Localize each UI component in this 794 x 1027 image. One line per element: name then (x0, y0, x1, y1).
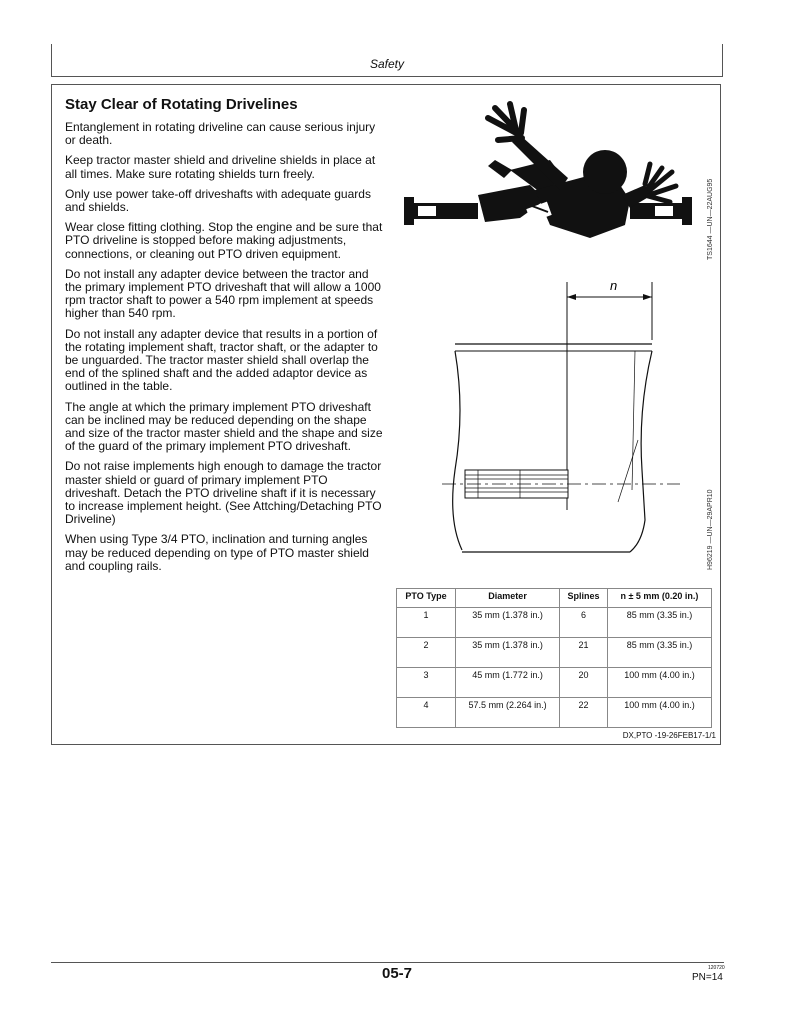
paragraph: The angle at which the primary implement PTO driveshaft can be inclined may be reduced depending on the shape and size of the tractor master shield and the shape and size of the guard of the primary implement PTO driveshaft. (65, 399, 383, 454)
document-reference: DX,PTO -19-26FEB17-1/1 (622, 731, 716, 740)
table-cell: 57.5 mm (2.264 in.) (456, 698, 560, 728)
pto-spec-table (396, 588, 712, 728)
table-row (397, 638, 712, 668)
table-cell: 3 (397, 668, 456, 698)
table-row (397, 668, 712, 698)
paragraph: Entanglement in rotating driveline can cause serious injury or death. (65, 120, 376, 148)
table-cell: 1 (397, 608, 456, 638)
article-body (65, 121, 383, 580)
paragraph: Keep tractor master shield and driveline shields in place at all times. Make sure rotating shields turn freely. (65, 153, 376, 181)
table-row (397, 698, 712, 728)
paragraph: Do not install any adapter device that results in a portion of the rotating implement shaft, tractor shaft, or the adapter to be unguarded. The tractor master shield shall overlap the end of the splined shaft and the added adaptor device as outlined in the table. (65, 326, 378, 394)
table-cell: 85 mm (3.35 in.) (607, 608, 711, 638)
entanglement-illustration (400, 100, 700, 260)
table-cell: 35 mm (1.378 in.) (456, 608, 560, 638)
table-cell: 2 (397, 638, 456, 668)
table-cell: 22 (560, 698, 608, 728)
part-number: PN=14 (692, 972, 723, 983)
footer-code: 120720 (708, 965, 725, 971)
column-header: Diameter (456, 589, 560, 608)
table-cell: 6 (560, 608, 608, 638)
table-cell: 85 mm (3.35 in.) (607, 638, 711, 668)
paragraph: Do not install any adapter device between the tractor and the primary implement PTO driveshaft that will allow a 1000 rpm tractor shaft to power a 540 rpm implement at speeds higher than 540 rpm. (65, 266, 381, 321)
section-title: Safety (369, 57, 405, 71)
footer-divider (51, 962, 724, 963)
paragraph: When using Type 3/4 PTO, inclination and turning angles may be reduced depending on type of PTO master shield and coupling rails. (65, 532, 369, 573)
table-cell: 20 (560, 668, 608, 698)
header-frame (51, 44, 723, 77)
paragraph: Do not raise implements high enough to damage the tractor master shield or guard of primary implement PTO driveshaft. Detach the PTO driveline shaft if it is necessary to increase implement height. (See Attching/Detaching PTO Driveline) (65, 459, 382, 527)
table-cell: 100 mm (4.00 in.) (607, 668, 711, 698)
page-number: 05-7 (381, 965, 413, 982)
master-shield-diagram (420, 270, 700, 570)
paragraph: Wear close fitting clothing. Stop the engine and be sure that PTO driveline is stopped before making adjustments, connections, or cleaning out PTO driven equipment. (65, 220, 383, 261)
column-header: PTO Type (397, 589, 456, 608)
column-header: n ± 5 mm (0.20 in.) (607, 589, 711, 608)
table-header-row (397, 589, 712, 608)
table-cell: 21 (560, 638, 608, 668)
column-header: Splines (560, 589, 608, 608)
table-row (397, 608, 712, 638)
table-cell: 4 (397, 698, 456, 728)
paragraph: Only use power take-off driveshafts with adequate guards and shields. (65, 186, 371, 215)
table-cell: 45 mm (1.772 in.) (456, 668, 560, 698)
article-title: Stay Clear of Rotating Drivelines (65, 96, 298, 113)
table-cell: 100 mm (4.00 in.) (607, 698, 711, 728)
table-cell: 35 mm (1.378 in.) (456, 638, 560, 668)
diagram-figure-id: H96219 —UN—29APR10 (707, 489, 714, 570)
dimension-label: n (610, 278, 618, 293)
illustration-figure-id: TS1644 —UN—22AUG95 (707, 178, 714, 260)
